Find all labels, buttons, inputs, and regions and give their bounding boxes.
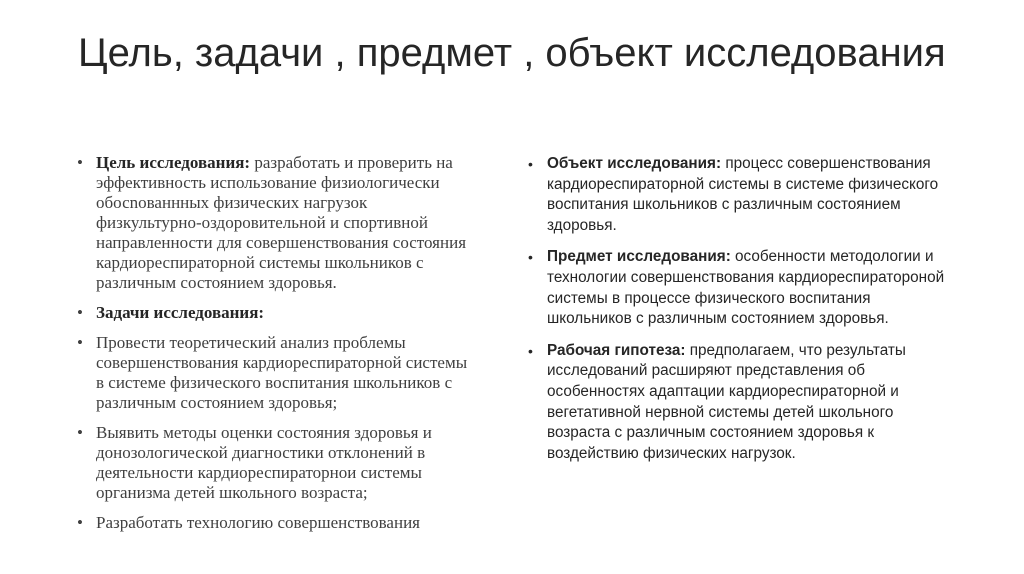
item-text: процесс совершенствования кардиореспираторной системы в системе физического воспитания школьников с различным состоянием здоровья. — [547, 155, 939, 234]
item-label: Цель исследования: — [96, 153, 251, 172]
item-text: разработать и проверить на эффективность использование физиологически обосnованнных физических нагрузок физкультурно-оздоровительной и спортивной направленности для совершенствования состояния кардиореспираторной системы школьников с различным состоянием здоровья. — [96, 153, 467, 292]
item-text: предполагаем, что результаты исследований расширяют представления об особенностях адаптации кардиореспираторной и вегетативной нервной системы детей школьного возраста с различным состоянием здоровья к воздействию физических нагрузок. — [547, 341, 906, 462]
item-text: Провести теоретический анализ проблемы совершенствования кардиореспираторной системы в системе физического воспитания школьников с различным состоянием здоровья; — [96, 333, 468, 412]
list-item-task-2 — [76, 423, 476, 503]
list-item-tasks — [76, 303, 476, 323]
item-label: Предмет исследования: — [547, 248, 731, 266]
bullet: • — [77, 333, 83, 352]
bullet: • — [528, 342, 533, 359]
item-text: Разработать технологию совершенствования — [96, 513, 420, 532]
item-text: Выявить методы оценки состояния здоровья и донозологической диагностики отклонений в деятельности кардиореспираторнои системы организма детей школьного возраста; — [96, 423, 432, 502]
bullet: • — [77, 153, 83, 172]
left-column — [76, 153, 476, 543]
bullet: • — [77, 423, 83, 442]
bullet: • — [77, 513, 83, 532]
item-label: Задачи исследования: — [96, 303, 265, 322]
bullet: • — [77, 303, 83, 322]
item-text: особенности методологии и технологии совершенствования кардиореспиратороной системы в процессе физического воспитания школьников с различным состоянием здоровья. — [547, 248, 945, 328]
list-item-task-1 — [76, 333, 476, 413]
slide-title: Цель, задачи , предмет , объект исследования — [78, 31, 946, 75]
list-item-object — [527, 154, 957, 236]
bullet: • — [528, 249, 533, 266]
right-column — [527, 154, 957, 475]
list-item-subject — [527, 247, 957, 329]
list-item-goal — [76, 153, 476, 293]
item-label: Объект исследования: — [547, 155, 722, 172]
list-item-task-3 — [76, 513, 476, 533]
item-label: Рабочая гипотеза: — [547, 341, 686, 359]
list-item-hypothesis — [527, 341, 957, 465]
bullet: • — [528, 156, 533, 172]
